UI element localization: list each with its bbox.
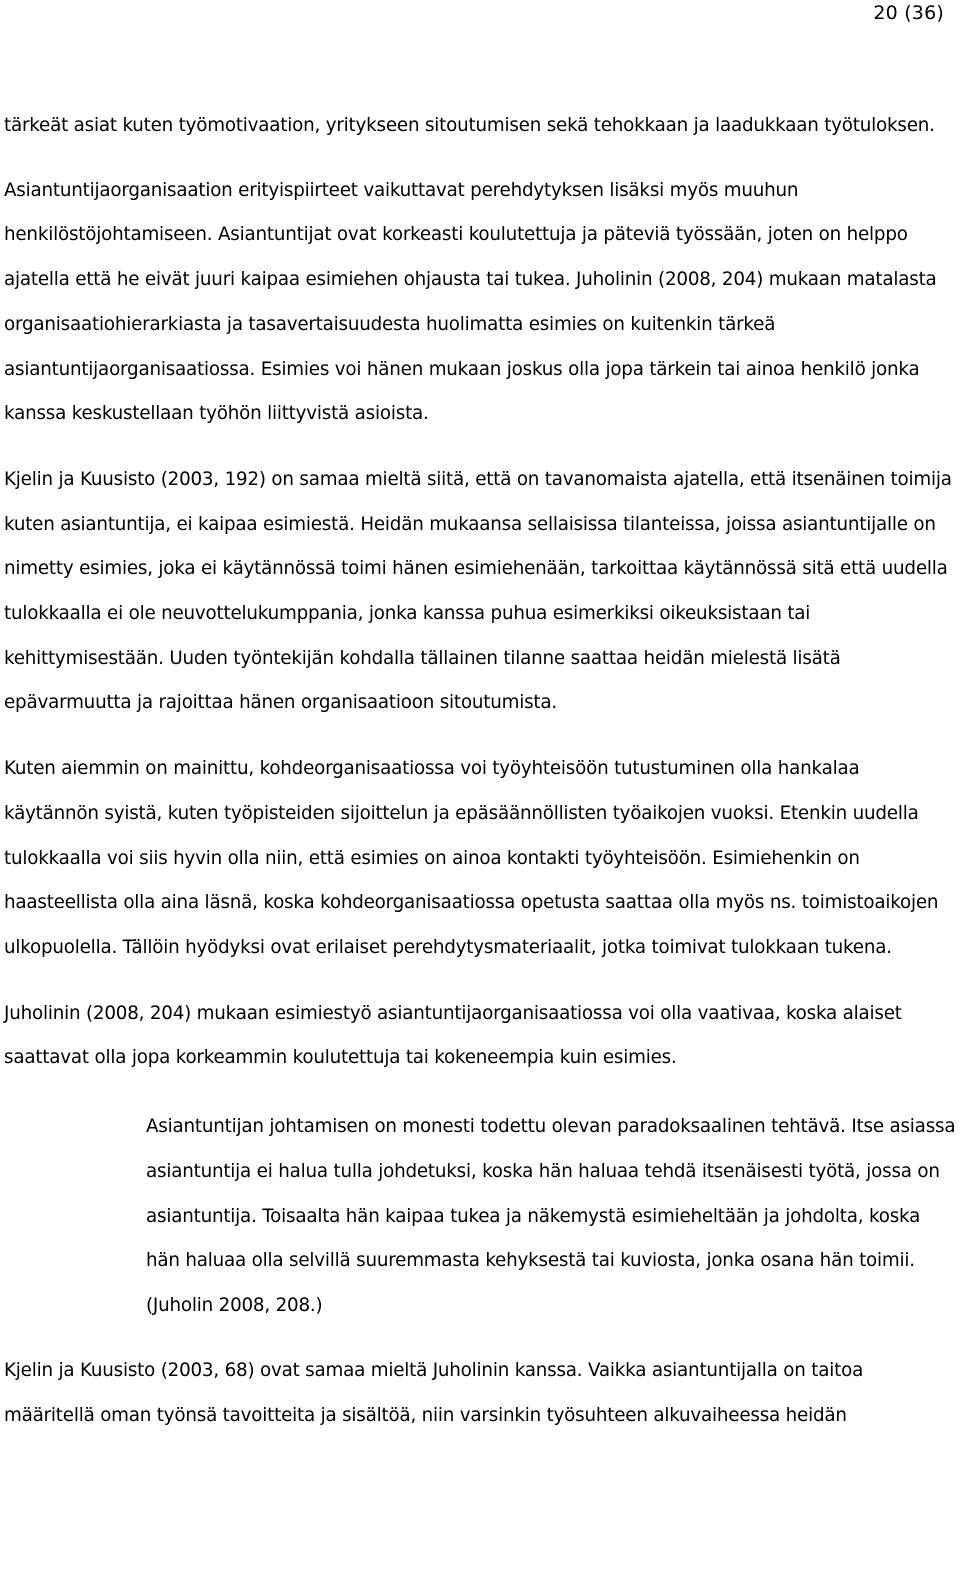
block-quote: Asiantuntijan johtamisen on monesti todettu olevan paradoksaalinen tehtävä. Itse asiassa asiantuntija ei halua tulla johdetuksi, koska hän haluaa tehdä itsenäisesti työtä, jossa on asiantuntija. Toisaalta hän kaipaa tukea ja näkemystä esimieheltään ja johdolta, koska hän haluaa olla selvillä suuremmasta kehyksestä tai kuviosta, jonka osana hän toimii. (Juholin 2008, 208.): [146, 1116, 956, 1317]
paragraph: Juholinin (2008, 204) mukaan esimiestyö asiantuntijaorganisaatiossa voi olla vaativaa, koska alaiset saattavat olla jopa korkeammin koulutettuja tai kokeneempia kuin esimies.: [4, 1002, 902, 1069]
paragraph: Asiantuntijaorganisaation erityispiirteet vaikuttavat perehdytyksen lisäksi myös muuhun henkilöstöjohtamiseen. Asiantuntijat ovat korkeasti koulutettuja ja päteviä työssään, joten on helppo ajatella että he eivät juuri kaipaa esimiehen ohjausta tai tukea. Juholinin (2008, 204) mukaan matalasta organisaatiohierarkiasta ja tasavertaisuudesta huolimatta esimies on kuitenkin tärkeä asiantuntijaorganisaatiossa. Esimies voi hänen mukaan joskus olla jopa tärkein tai ainoa henkilö jonka kanssa keskustellaan työhön liittyvistä asioista.: [4, 179, 937, 425]
paragraph: tärkeät asiat kuten työmotivaation, yritykseen sitoutumisen sekä tehokkaan ja laadukkaan työtuloksen.: [4, 115, 935, 136]
paragraph: Kuten aiemmin on mainittu, kohdeorganisaatiossa voi työyhteisöön tutustuminen olla hankalaa käytännön syistä, kuten työpisteiden sijoittelun ja epäsäännöllisten työaikojen vuoksi. Etenkin uudella tulokkaalla voi siis hyvin olla niin, että esimies on ainoa kontakti työyhteisöön. Esimiehenkin on haasteellista olla aina läsnä, koska kohdeorganisaatiossa opetusta saattaa olla myös ns. toimistoaikojen ulkopuolella. Tällöin hyödyksi ovat erilaiset perehdytysmateriaalit, jotka toimivat tulokkaan tukena.: [4, 758, 939, 958]
page-number: 20 (36): [873, 2, 944, 24]
paragraph: Kjelin ja Kuusisto (2003, 192) on samaa mieltä siitä, että on tavanomaista ajatella, että itsenäinen toimija kuten asiantuntija, ei kaipaa esimiestä. Heidän mukaansa sellaisissa tilanteissa, joissa asiantuntijalle on nimetty esimies, joka ei käytännössä toimi hänen esimiehenään, tarkoittaa käytännössä sitä että uudella tulokkaalla ei ole neuvottelukumppania, jonka kanssa puhua esimerkiksi oikeuksistaan tai kehittymisestään. Uuden työntekijän kohdalla tällainen tilanne saattaa heidän mielestä lisätä epävarmuutta ja rajoittaa hänen organisaatioon sitoutumista.: [4, 468, 952, 714]
document-body: [4, 104, 956, 1438]
paragraph: Kjelin ja Kuusisto (2003, 68) ovat samaa mieltä Juholinin kanssa. Vaikka asiantuntijalla on taitoa määritellä oman työnsä tavoitteita ja sisältöä, niin varsinkin työsuhteen alkuvaiheessa heidän: [4, 1360, 864, 1426]
